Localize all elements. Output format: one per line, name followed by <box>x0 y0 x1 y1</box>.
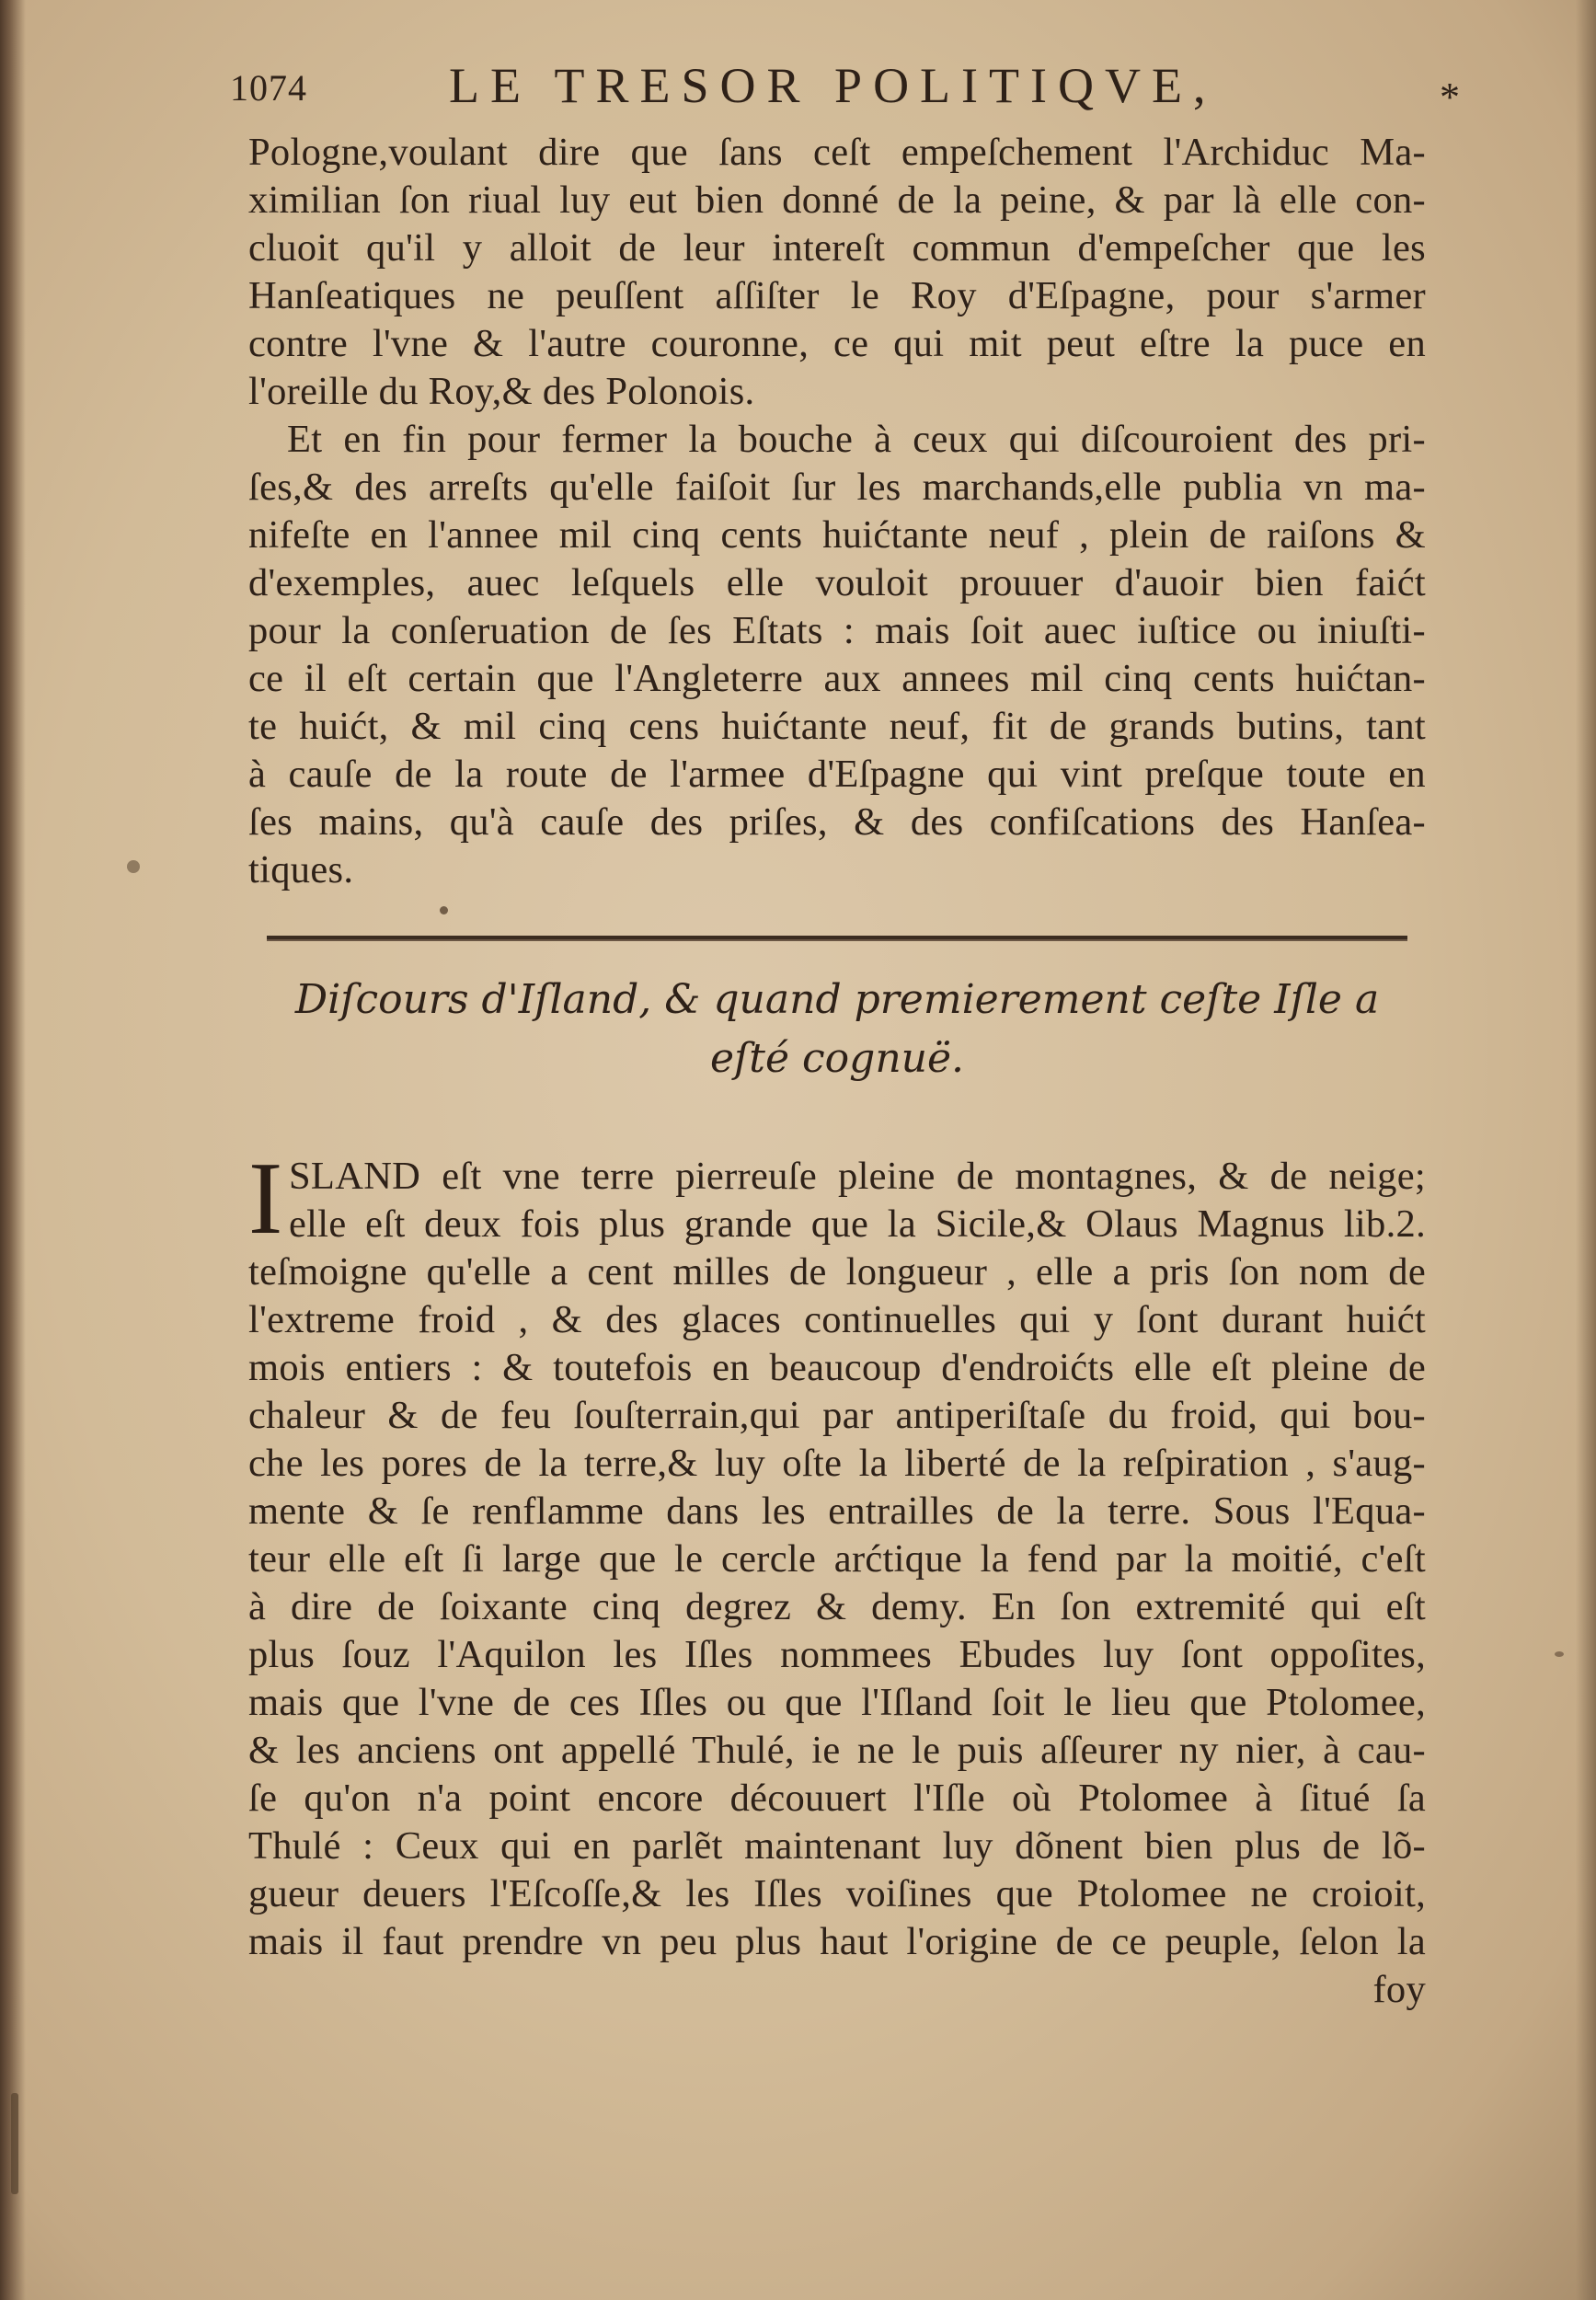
text-line: cluoit qu'il y alloit de leur intereſt commun d'empeſcher que les <box>248 226 1426 270</box>
text-line: Hanſeatiques ne peuſſent aſſiſter le Roy d'Eſpagne, pour s'armer <box>248 274 1426 317</box>
text-line: ſes,& des arreſts qu'elle faiſoit ſur les marchands,elle publia vn ma- <box>248 466 1426 509</box>
section-one-text <box>248 129 1426 894</box>
text-line: teur elle eſt ſi large que le cercle arćtique la fend par la moitié, c'eſt <box>248 1537 1426 1581</box>
paper-stain <box>127 860 140 873</box>
page-edge <box>1576 0 1596 2300</box>
text-line: Thulé : Ceux qui en parlẽt maintenant luy dõnent bien plus de lõ- <box>248 1824 1426 1868</box>
page-header <box>230 57 1460 121</box>
binding-shadow <box>0 0 26 2300</box>
running-title: LE TRESOR POLITIQVE, <box>449 58 1217 113</box>
text-line: ſe qu'on n'a point encore découuert l'Iſle où Ptolomee à ſitué ſa <box>248 1777 1426 1820</box>
section-two-text <box>248 1142 1426 2014</box>
paper-stain <box>440 906 448 914</box>
text-line: Et en fin pour fermer la bouche à ceux qui diſcouroient des pri- <box>287 418 1426 461</box>
paper-stain <box>1555 1651 1564 1657</box>
heading-line: Diſcours d'Iſland, & quand premierement ceſte Iſle a <box>294 976 1380 1023</box>
page-number: 1074 <box>230 67 307 109</box>
text-line: contre l'vne & l'autre couronne, ce qui mit peut eſtre la puce en <box>248 322 1426 365</box>
text-line: ſes mains, qu'à cauſe des priſes, & des confiſcations des Hanſea- <box>248 800 1426 844</box>
text-line: mais que l'vne de ces Iſles ou que l'Iſland ſoit le lieu que Ptolomee, <box>248 1681 1426 1724</box>
catchword: foy <box>1372 1968 1426 2011</box>
text-line: che les pores de la terre,& luy oſte la liberté de la reſpiration , s'aug- <box>248 1442 1426 1485</box>
text-line: SLAND eſt vne terre pierreuſe pleine de montagnes, & de neige; <box>289 1155 1426 1198</box>
text-line: l'oreille du Roy,& des Polonois. <box>248 370 755 413</box>
text-line: te huićt, & mil cinq cens huićtante neuf, fit de grands butins, tant <box>248 705 1426 748</box>
drop-cap: I <box>248 1142 283 1256</box>
heading-line: eſté cognuë. <box>709 1035 965 1082</box>
text-line: gueur deuers l'Eſcoſſe,& les Iſles voiſines que Ptolomee ne croioit, <box>248 1872 1426 1915</box>
ornament-icon: * <box>1440 75 1460 120</box>
section-divider <box>267 936 1407 941</box>
text-line: chaleur & de feu ſouſterrain,qui par antiperiſtaſe du froid, qui bou- <box>248 1394 1426 1437</box>
text-line: d'exemples, auec leſquels elle vouloit prouuer d'auoir bien faićt <box>248 561 1426 604</box>
text-line: mais il faut prendre vn peu plus haut l'origine de ce peuple, ſelon la <box>248 1920 1426 1963</box>
text-line: l'extreme froid , & des glaces continuelles qui y ſont durant huićt <box>248 1298 1426 1341</box>
text-line: ximilian ſon riual luy eut bien donné de la peine, & par là elle con- <box>248 178 1426 222</box>
text-line: à dire de ſoixante cinq degrez & demy. En ſon extremité qui eſt <box>248 1585 1426 1628</box>
text-line: à cauſe de la route de l'armee d'Eſpagne qui vint preſque toute en <box>248 753 1426 796</box>
text-line: elle eſt deux fois plus grande que la Sicile,& Olaus Magnus lib.2. <box>289 1202 1426 1246</box>
paper-stain <box>11 2093 18 2194</box>
section-heading <box>276 971 1398 1088</box>
text-line: teſmoigne qu'elle a cent milles de longueur , elle a pris ſon nom de <box>248 1250 1426 1294</box>
text-line: mente & ſe renflamme dans les entrailles de la terre. Sous l'Equa- <box>248 1489 1426 1533</box>
text-line: ce il eſt certain que l'Angleterre aux annees mil cinq cents huićtan- <box>248 657 1426 700</box>
text-line: nifeſte en l'annee mil cinq cents huićtante neuf , plein de raiſons & <box>248 513 1426 557</box>
text-line: plus ſouz l'Aquilon les Iſles nommees Ebudes luy ſont oppoſites, <box>248 1633 1426 1676</box>
text-line: Pologne,voulant dire que ſans ceſt empeſchement l'Archiduc Ma- <box>248 131 1426 174</box>
text-line: tiques. <box>248 848 354 891</box>
text-line: mois entiers : & toutefois en beaucoup d'endroićts elle eſt pleine de <box>248 1346 1426 1389</box>
text-line: & les anciens ont appellé Thulé, ie ne le puis aſſeurer ny nier, à cau- <box>248 1729 1426 1772</box>
text-line: pour la conſeruation de ſes Eſtats : mais ſoit auec iuſtice ou iniuſti- <box>248 609 1426 652</box>
